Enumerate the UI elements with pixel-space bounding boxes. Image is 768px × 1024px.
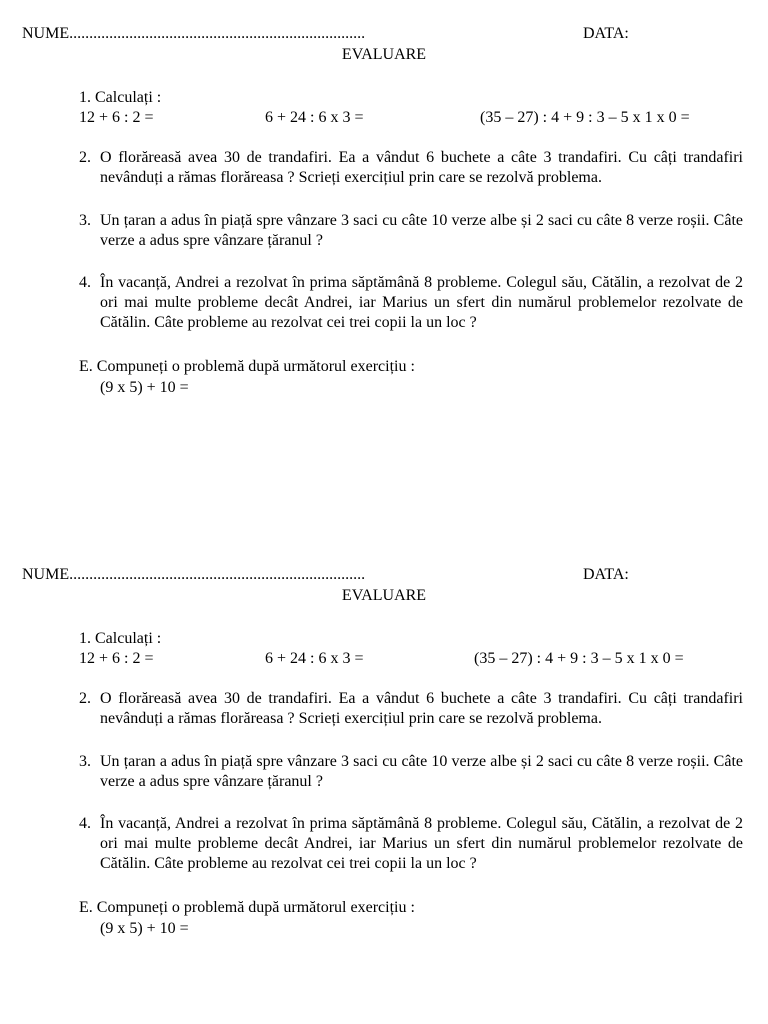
compose-exercise: (9 x 5) + 10 =: [100, 379, 189, 396]
problem-number: 4.: [79, 815, 91, 832]
problem-3: [79, 752, 743, 792]
worksheet-top: [0, 20, 768, 440]
problem-3: [79, 211, 743, 251]
problem-number: 4.: [79, 274, 91, 291]
problem-number: 3.: [79, 212, 91, 229]
worksheet-title: EVALUARE: [341, 587, 427, 604]
compose-heading: E. Compuneți o problemă după următorul exercițiu :: [79, 899, 415, 916]
problem-text: Un țaran a adus în piață spre vânzare 3 saci cu câte 10 verze albe și 2 saci cu câte 8 verze roșii. Câte verze a adus spre vânzare țăranul ?: [100, 212, 743, 249]
calc-exercise-3: (35 – 27) : 4 + 9 : 3 – 5 x 1 x 0 =: [480, 109, 690, 126]
name-field: NUME..........................................................................: [22, 566, 366, 583]
problem-4: [79, 814, 743, 874]
worksheet-title: EVALUARE: [341, 46, 427, 63]
compose-heading: E. Compuneți o problemă după următorul exercițiu :: [79, 358, 415, 375]
problem-text: În vacanță, Andrei a rezolvat în prima săptămână 8 probleme. Colegul său, Cătălin, a rezolvat de 2 ori mai multe probleme decât Andrei, iar Marius un sfert din numărul problemelor rezolvate de Cătălin. Câte probleme au rezolvat cei trei copii la un loc ?: [100, 274, 743, 331]
calc-exercise-1: 12 + 6 : 2 =: [79, 109, 154, 126]
problem-text: Un țaran a adus în piață spre vânzare 3 saci cu câte 10 verze albe și 2 saci cu câte 8 verze roșii. Câte verze a adus spre vânzare țăranul ?: [100, 753, 743, 790]
compose-exercise: (9 x 5) + 10 =: [100, 920, 189, 937]
problem-2: [79, 689, 743, 729]
name-field: NUME..........................................................................: [22, 25, 366, 42]
calc-heading: 1. Calculați :: [79, 630, 162, 647]
problem-text: O florăreasă avea 30 de trandafiri. Ea a vândut 6 buchete a câte 3 trandafiri. Cu câți trandafiri nevânduți a rămas florăreasa ? Scrieți exercițiul prin care se rezolvă problema.: [100, 149, 743, 186]
problem-number: 2.: [79, 149, 91, 166]
problem-4: [79, 273, 743, 333]
calc-exercise-2: 6 + 24 : 6 x 3 =: [265, 109, 364, 126]
worksheet-bottom: [0, 561, 768, 981]
date-field: DATA:: [583, 25, 629, 42]
date-field: DATA:: [583, 566, 629, 583]
calc-exercise-1: 12 + 6 : 2 =: [79, 650, 154, 667]
problem-text: O florăreasă avea 30 de trandafiri. Ea a vândut 6 buchete a câte 3 trandafiri. Cu câți trandafiri nevânduți a rămas florăreasa ? Scrieți exercițiul prin care se rezolvă problema.: [100, 690, 743, 727]
calc-exercise-3: (35 – 27) : 4 + 9 : 3 – 5 x 1 x 0 =: [474, 650, 684, 667]
problem-number: 3.: [79, 753, 91, 770]
problem-number: 2.: [79, 690, 91, 707]
problem-2: [79, 148, 743, 188]
calc-exercise-2: 6 + 24 : 6 x 3 =: [265, 650, 364, 667]
calc-heading: 1. Calculați :: [79, 89, 162, 106]
problem-text: În vacanță, Andrei a rezolvat în prima săptămână 8 probleme. Colegul său, Cătălin, a rezolvat de 2 ori mai multe probleme decât Andrei, iar Marius un sfert din numărul problemelor rezolvate de Cătălin. Câte probleme au rezolvat cei trei copii la un loc ?: [100, 815, 743, 872]
